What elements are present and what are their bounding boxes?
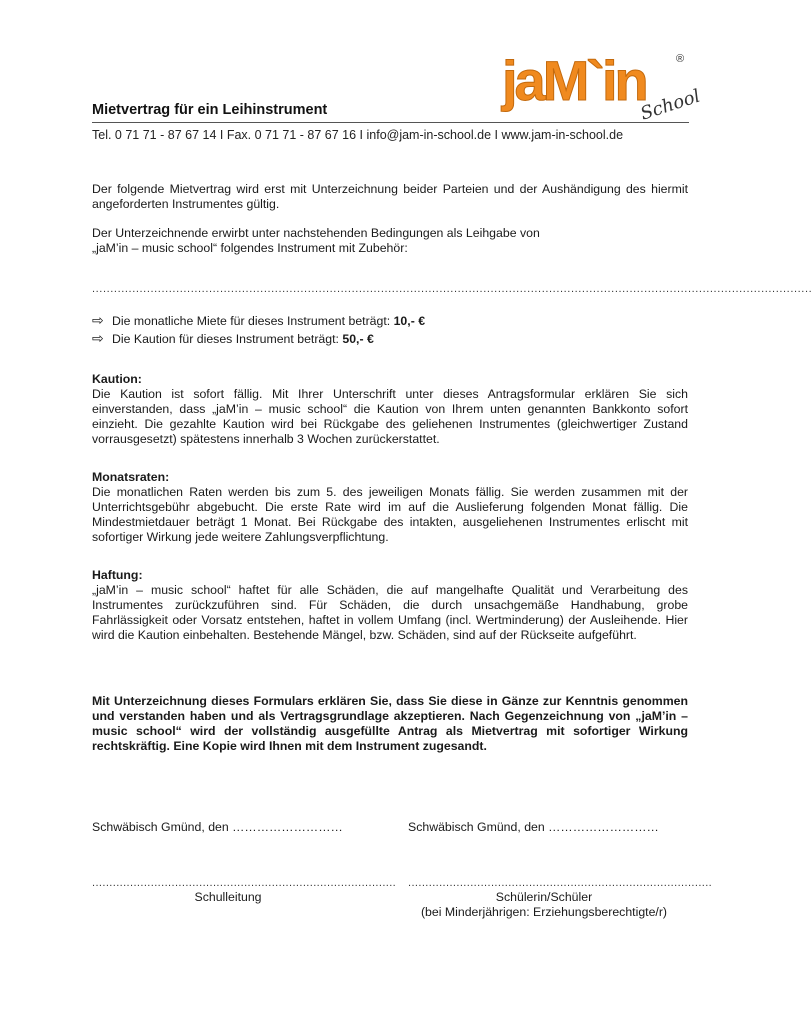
intro-paragraph-2-line-1: Der Unterzeichnende erwirbt unter nachstehenden Bedingungen als Leihgabe von [92,226,540,240]
logo-brand-text: jaM`in [502,49,646,112]
left-signature-label: Schulleitung [194,890,262,904]
kaution-text: Die Kaution ist sofort fällig. Mit Ihrer Unterschrift unter dieses Antragsformular erklären Sie sich einverstanden, dass „jaM’in – music school“ die Kaution von Ihrem unten genannten Bankkonto sofort einzieht. Die gezahlte Kaution wird bei Rückgabe des geliehenen Instrumentes (gleichwertiger Zustand vorrausgesetzt) spätestens innerhalb 3 Wochen zurückerstattet. [92,387,688,446]
document-title: Mietvertrag für ein Leihinstrument [92,102,328,118]
right-signature-sublabel: (bei Minderjährigen: Erziehungsberechtigte/r) [420,905,668,919]
registered-mark: ® [676,53,685,65]
monthly-rent-line [92,312,425,329]
right-signature-line: ........................................................................................ [408,877,713,889]
arrow-right-icon: ⇨ [92,330,104,346]
left-place-date: Schwäbisch Gmünd, den ……………………… [92,820,343,834]
closing-statement: Mit Unterzeichnung dieses Formulars erklären Sie, dass Sie diese in Gänze zur Kenntnis genommen und verstanden haben und als Vertragsgrundlage akzeptieren. Nach Gegenzeichnung von „jaM’in – music school“ wird der vollständig ausgefüllte Antrag als Mietvertrag mit sofortiger Wirkung rechtskräftig. Eine Kopie wird Ihnen mit dem Instrument zugesandt. [92,694,688,753]
instrument-fill-line: ..................................................................................................................................................................................................... [92,283,812,295]
deposit-line [92,330,374,347]
monthly-rent-text: Die monatliche Miete für dieses Instrument beträgt: [112,314,394,328]
monatsraten-text: Die monatlichen Raten werden bis zum 5. des jeweiligen Monats fällig. Sie werden zusammen mit der Unterrichtsgebühr abgebucht. Die erste Rate wird im auf die Auslieferung folgenden Monat fällig. Die Mindestmietdauer beträgt 1 Monat. Bei Rückgabe des intakten, ausgeliehenen Instrumentes erlischt mit sofortiger Wirkung jede weitere Zahlungsverpflichtung. [92,485,688,544]
intro-paragraph-1: Der folgende Mietvertrag wird erst mit Unterzeichnung beider Parteien und der Aushändigung des hiermit angeforderten Instrumentes gültig. [92,182,688,211]
logo-school-text: School [637,85,703,125]
right-place-date: Schwäbisch Gmünd, den ……………………… [408,820,659,834]
monatsraten-heading: Monatsraten: [92,470,170,484]
deposit-text: Die Kaution für dieses Instrument beträgt: [112,332,343,346]
jam-in-school-logo [500,38,703,125]
right-signature-label: Schülerin/Schüler [495,890,593,904]
left-signature-line: ........................................................................................ [92,877,397,889]
haftung-text: „jaM’in – music school“ haftet für alle Schäden, die auf mangelhafte Qualität und Verarbeitung des Instrumentes zurückzuführen sind. Für Schäden, die durch unsachgemäße Handhabung, grobe Fahrlässigkeit oder Vorsatz entstehen, haftet in vollem Umfang (incl. Wertminderung) der Ausleihende. Hier wird die Kaution einbehalten. Bestehende Mängel, bzw. Schäden, sind auf der Rückseite aufgeführt. [92,583,688,642]
arrow-right-icon: ⇨ [92,312,104,328]
header-divider [92,122,689,123]
intro-paragraph-2-line-2: „jaM’in – music school“ folgendes Instrument mit Zubehör: [92,241,408,255]
intro-paragraph-2 [92,226,688,256]
monthly-rent-value: 10,- € [393,314,426,328]
haftung-heading: Haftung: [92,568,143,582]
contact-line: Tel. 0 71 71 - 87 67 14 I Fax. 0 71 71 - 87 67 16 I info@jam-in-school.de I www.jam-in-school.de [92,128,624,142]
kaution-heading: Kaution: [92,372,142,386]
deposit-value: 50,- € [342,332,374,346]
